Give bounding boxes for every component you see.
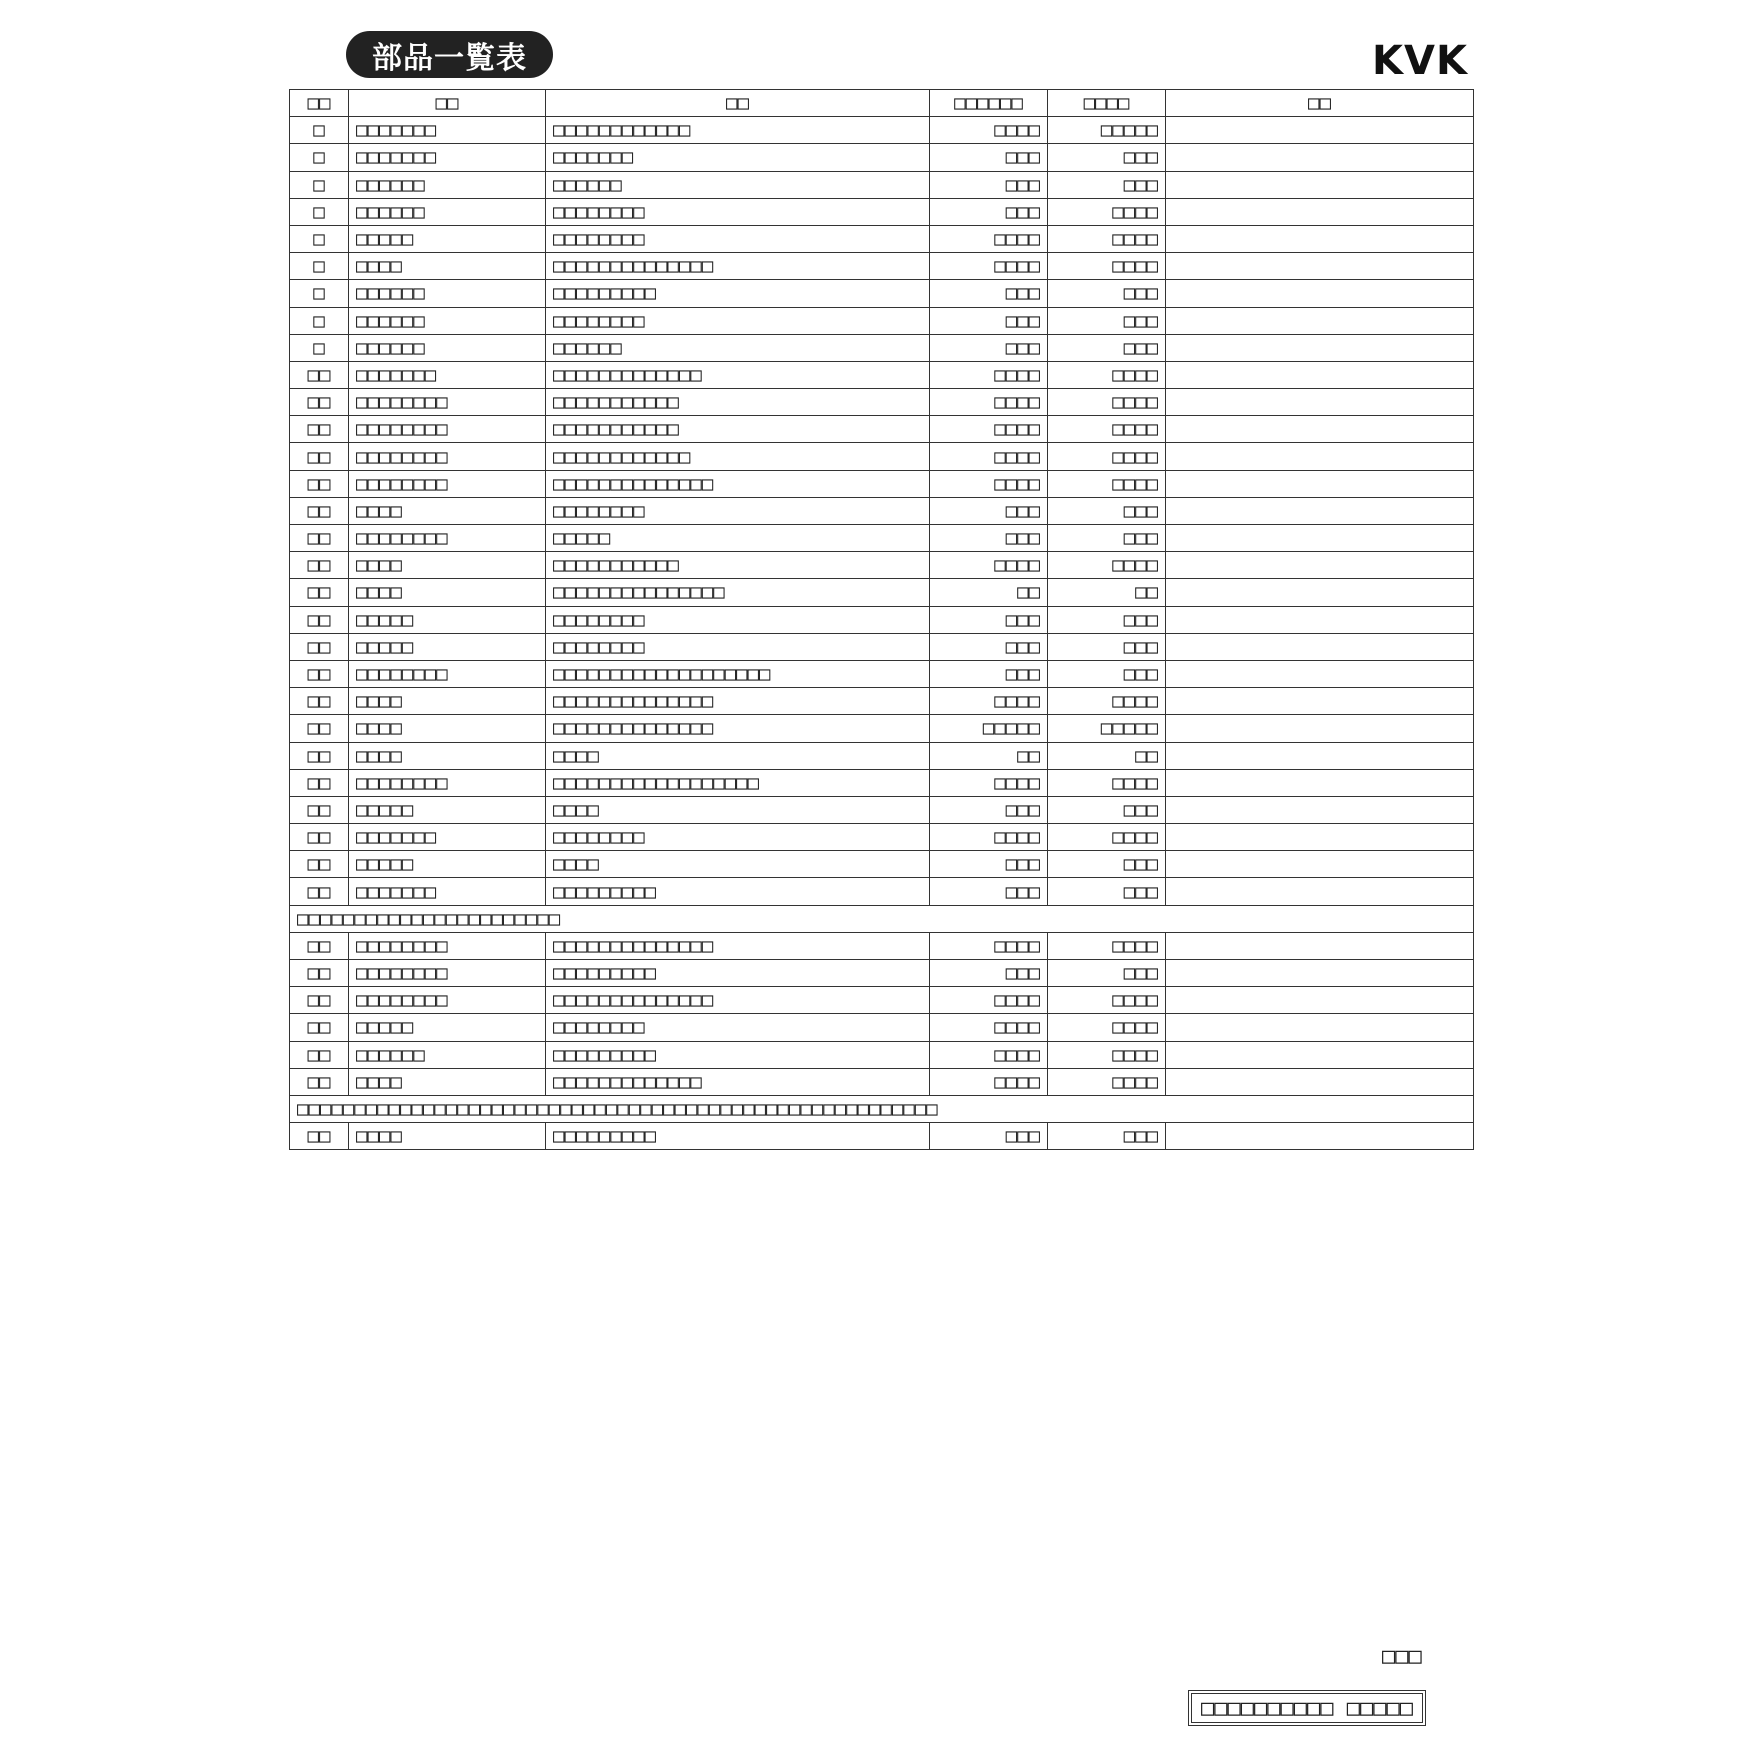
cell-number: □□ <box>290 878 349 905</box>
cell-remarks <box>1166 796 1474 823</box>
cell-remarks <box>1166 878 1474 905</box>
table-row <box>290 1014 1474 1041</box>
cell-part-code: □□□□ <box>349 1123 546 1150</box>
cell-price: □□□ <box>1048 334 1166 361</box>
cell-number: □□ <box>290 796 349 823</box>
cell-price-excl-tax: □□□□ <box>930 443 1048 470</box>
cell-price-excl-tax: □□□□ <box>930 1014 1048 1041</box>
table-row <box>290 606 1474 633</box>
cell-remarks <box>1166 742 1474 769</box>
table-row <box>290 1123 1474 1150</box>
cell-price: □□□□ <box>1048 416 1166 443</box>
cell-number: □□ <box>290 1068 349 1095</box>
cell-price-excl-tax: □□□□ <box>930 688 1048 715</box>
table-row <box>290 416 1474 443</box>
cell-part-name: □□□□□□□□□ <box>546 1041 930 1068</box>
page-title: 部品一覧表 <box>346 31 553 78</box>
cell-price: □□□ <box>1048 633 1166 660</box>
cell-price: □□□ <box>1048 1123 1166 1150</box>
table-header-row <box>290 90 1474 117</box>
cell-price: □□□ <box>1048 660 1166 687</box>
cell-part-code: □□□□□ <box>349 606 546 633</box>
cell-price-excl-tax: □□□ <box>930 606 1048 633</box>
cell-remarks <box>1166 497 1474 524</box>
cell-number: □□ <box>290 552 349 579</box>
cell-price-excl-tax: □□ <box>930 579 1048 606</box>
table-row <box>290 824 1474 851</box>
cell-remarks <box>1166 1068 1474 1095</box>
cell-remarks <box>1166 1014 1474 1041</box>
cell-number: □ <box>290 117 349 144</box>
cell-remarks <box>1166 334 1474 361</box>
cell-part-name: □□□□□□□ <box>546 144 930 171</box>
cell-price-excl-tax: □□□ <box>930 525 1048 552</box>
cell-part-code: □□□□ <box>349 253 546 280</box>
cell-number: □□ <box>290 960 349 987</box>
parts-list-table <box>289 89 1474 1150</box>
cell-number: □□ <box>290 443 349 470</box>
cell-part-name: □□□□□□□□□□□□□□ <box>546 987 930 1014</box>
table-row <box>290 361 1474 388</box>
cell-price-excl-tax: □□□□ <box>930 389 1048 416</box>
cell-part-name: □□□□□□□□ <box>546 225 930 252</box>
cell-number: □□ <box>290 389 349 416</box>
cell-part-name: □□□□□□□□□□□ <box>546 416 930 443</box>
cell-part-code: □□□□□□ <box>349 1041 546 1068</box>
cell-part-name: □□□□□□□□ <box>546 824 930 851</box>
cell-number: □ <box>290 334 349 361</box>
cell-part-code: □□□□□□□ <box>349 144 546 171</box>
cell-part-name: □□□□□□□□□□□□□□□ <box>546 579 930 606</box>
cell-part-code: □□□□□ <box>349 1014 546 1041</box>
cell-price: □□□□ <box>1048 1068 1166 1095</box>
table-row <box>290 742 1474 769</box>
cell-part-name: □□□□□□□□ <box>546 198 930 225</box>
table-row <box>290 688 1474 715</box>
cell-number: □□ <box>290 470 349 497</box>
cell-price-excl-tax: □□□□ <box>930 416 1048 443</box>
cell-number: □□ <box>290 688 349 715</box>
table-row <box>290 525 1474 552</box>
cell-number: □ <box>290 253 349 280</box>
cell-part-name: □□□□□□□□□□□□□ <box>546 361 930 388</box>
cell-part-code: □□□□□□□□ <box>349 987 546 1014</box>
table-row <box>290 633 1474 660</box>
table-row <box>290 932 1474 959</box>
cell-number: □□ <box>290 1014 349 1041</box>
cell-price: □□□ <box>1048 878 1166 905</box>
cell-price: □□□ <box>1048 525 1166 552</box>
table-row <box>290 225 1474 252</box>
table-row <box>290 878 1474 905</box>
cell-remarks <box>1166 606 1474 633</box>
cell-part-name: □□□□□□□□□ <box>546 1123 930 1150</box>
cell-number: □□ <box>290 606 349 633</box>
cell-part-code: □□□□□□ <box>349 171 546 198</box>
cell-remarks <box>1166 443 1474 470</box>
column-header-part-code: □□ <box>349 90 546 117</box>
cell-price-excl-tax: □□□□ <box>930 253 1048 280</box>
cell-price: □□□□ <box>1048 470 1166 497</box>
cell-price: □□□□ <box>1048 225 1166 252</box>
cell-price: □□□□ <box>1048 987 1166 1014</box>
cell-part-name: □□□□□□□□□ <box>546 280 930 307</box>
cell-number: □ <box>290 171 349 198</box>
table-row <box>290 470 1474 497</box>
section-heading: □□□□□□□□□□□□□□□□□□□□□□□ <box>290 905 1474 932</box>
table-section-row <box>290 905 1474 932</box>
section-heading: □□□□□□□□□□□□□□□□□□□□□□□□□□□□□□□□□□□□□□□□□□□□□□□□□□□□□□□□ <box>290 1095 1474 1122</box>
cell-price: □□□ <box>1048 606 1166 633</box>
cell-part-name: □□□□□□□□□ <box>546 878 930 905</box>
cell-part-name: □□□□□□□□□□□ <box>546 552 930 579</box>
cell-price-excl-tax: □□□ <box>930 633 1048 660</box>
cell-remarks <box>1166 225 1474 252</box>
cell-number: □□ <box>290 633 349 660</box>
cell-part-code: □□□□□□□□ <box>349 416 546 443</box>
cell-price: □□□□ <box>1048 552 1166 579</box>
table-row <box>290 443 1474 470</box>
column-header-part-name: □□ <box>546 90 930 117</box>
cell-price: □□□ <box>1048 796 1166 823</box>
cell-price-excl-tax: □□□ <box>930 878 1048 905</box>
cell-price-excl-tax: □□□ <box>930 144 1048 171</box>
cell-remarks <box>1166 280 1474 307</box>
cell-price-excl-tax: □□□□ <box>930 1068 1048 1095</box>
cell-price: □□ <box>1048 742 1166 769</box>
cell-remarks <box>1166 660 1474 687</box>
page-number: □□□ <box>1382 1644 1422 1669</box>
table-row <box>290 171 1474 198</box>
cell-remarks <box>1166 960 1474 987</box>
cell-price-excl-tax: □□□ <box>930 851 1048 878</box>
cell-price: □□□ <box>1048 960 1166 987</box>
document-code-box: □□□□□□□□□□ □□□□□ <box>1188 1690 1426 1726</box>
table-row <box>290 851 1474 878</box>
cell-remarks <box>1166 1123 1474 1150</box>
cell-number: □□ <box>290 525 349 552</box>
cell-part-name: □□□□□□□□□□□□□□□□□□ <box>546 769 930 796</box>
table-row <box>290 960 1474 987</box>
table-row <box>290 579 1474 606</box>
cell-price: □□ <box>1048 579 1166 606</box>
table-row <box>290 253 1474 280</box>
cell-part-name: □□□□□□□□□□□□□ <box>546 1068 930 1095</box>
cell-part-code: □□□□ <box>349 579 546 606</box>
cell-part-code: □□□□□□□□ <box>349 960 546 987</box>
cell-price-excl-tax: □□□□ <box>930 470 1048 497</box>
cell-part-code: □□□□□□ <box>349 198 546 225</box>
cell-remarks <box>1166 307 1474 334</box>
cell-part-name: □□□□□□□□□□□□□□ <box>546 253 930 280</box>
table-row <box>290 769 1474 796</box>
cell-part-code: □□□□□□□□ <box>349 389 546 416</box>
cell-part-name: □□□□□□□□ <box>546 633 930 660</box>
cell-price-excl-tax: □□□□ <box>930 1041 1048 1068</box>
cell-price-excl-tax: □□□ <box>930 307 1048 334</box>
table-row <box>290 796 1474 823</box>
cell-part-code: □□□□ <box>349 688 546 715</box>
cell-part-code: □□□□□□□□ <box>349 932 546 959</box>
cell-part-code: □□□□ <box>349 742 546 769</box>
cell-price-excl-tax: □□□□ <box>930 117 1048 144</box>
cell-number: □ <box>290 225 349 252</box>
cell-part-code: □□□□□□□□ <box>349 525 546 552</box>
cell-number: □□ <box>290 361 349 388</box>
cell-number: □□ <box>290 416 349 443</box>
table-row <box>290 144 1474 171</box>
cell-price-excl-tax: □□□□□ <box>930 715 1048 742</box>
cell-part-name: □□□□□□□□ <box>546 606 930 633</box>
cell-price-excl-tax: □□□ <box>930 334 1048 361</box>
cell-price-excl-tax: □□□□ <box>930 225 1048 252</box>
cell-price-excl-tax: □□□□ <box>930 824 1048 851</box>
cell-price: □□□ <box>1048 497 1166 524</box>
parts-table-body <box>290 117 1474 1150</box>
cell-number: □□ <box>290 824 349 851</box>
cell-price: □□□□ <box>1048 769 1166 796</box>
cell-part-name: □□□□□□ <box>546 171 930 198</box>
cell-price: □□□□ <box>1048 198 1166 225</box>
cell-price-excl-tax: □□□ <box>930 280 1048 307</box>
cell-part-name: □□□□□□□□□□□ <box>546 389 930 416</box>
cell-part-code: □□□□□□□ <box>349 824 546 851</box>
cell-remarks <box>1166 552 1474 579</box>
cell-part-code: □□□□□□ <box>349 334 546 361</box>
cell-price-excl-tax: □□□□ <box>930 361 1048 388</box>
cell-number: □ <box>290 307 349 334</box>
cell-number: □□ <box>290 579 349 606</box>
cell-remarks <box>1166 389 1474 416</box>
cell-price: □□□ <box>1048 851 1166 878</box>
kvk-logo: KVK <box>1372 38 1468 84</box>
cell-remarks <box>1166 715 1474 742</box>
cell-remarks <box>1166 470 1474 497</box>
cell-remarks <box>1166 633 1474 660</box>
cell-part-name: □□□□□□□□ <box>546 1014 930 1041</box>
cell-part-name: □□□□□□□□□□□□ <box>546 117 930 144</box>
cell-price: □□□□ <box>1048 824 1166 851</box>
cell-part-code: □□□□□□□ <box>349 361 546 388</box>
cell-part-name: □□□□ <box>546 851 930 878</box>
cell-part-name: □□□□□□□□□□□□ <box>546 443 930 470</box>
column-header-price: □□□□ <box>1048 90 1166 117</box>
cell-price-excl-tax: □□□ <box>930 497 1048 524</box>
cell-price: □□□ <box>1048 171 1166 198</box>
table-row <box>290 552 1474 579</box>
cell-remarks <box>1166 253 1474 280</box>
cell-part-name: □□□□□□□□ <box>546 497 930 524</box>
cell-remarks <box>1166 416 1474 443</box>
cell-number: □□ <box>290 851 349 878</box>
cell-number: □□ <box>290 742 349 769</box>
cell-price-excl-tax: □□□ <box>930 796 1048 823</box>
cell-price: □□□□ <box>1048 1041 1166 1068</box>
table-row <box>290 117 1474 144</box>
cell-number: □□ <box>290 1041 349 1068</box>
cell-price: □□□□ <box>1048 932 1166 959</box>
column-header-price-excl-tax: □□□□□□ <box>930 90 1048 117</box>
cell-part-code: □□□□□ <box>349 633 546 660</box>
cell-remarks <box>1166 851 1474 878</box>
cell-part-name: □□□□□□□□ <box>546 307 930 334</box>
cell-part-code: □□□□ <box>349 715 546 742</box>
cell-part-code: □□□□□□□ <box>349 117 546 144</box>
cell-part-code: □□□□ <box>349 497 546 524</box>
cell-part-code: □□□□ <box>349 552 546 579</box>
cell-part-name: □□□□□□□□□□□□□□ <box>546 470 930 497</box>
cell-price-excl-tax: □□□ <box>930 660 1048 687</box>
cell-part-code: □□□□□ <box>349 225 546 252</box>
cell-number: □□ <box>290 715 349 742</box>
cell-part-code: □□□□□□ <box>349 280 546 307</box>
cell-remarks <box>1166 117 1474 144</box>
cell-part-code: □□□□□ <box>349 851 546 878</box>
cell-price-excl-tax: □□□□ <box>930 552 1048 579</box>
cell-number: □□ <box>290 932 349 959</box>
cell-remarks <box>1166 688 1474 715</box>
cell-price: □□□□ <box>1048 443 1166 470</box>
cell-part-code: □□□□□□□□ <box>349 443 546 470</box>
cell-remarks <box>1166 144 1474 171</box>
cell-part-name: □□□□□ <box>546 525 930 552</box>
cell-price: □□□□ <box>1048 253 1166 280</box>
cell-part-code: □□□□ <box>349 1068 546 1095</box>
cell-part-name: □□□□□□□□□□□□□□ <box>546 688 930 715</box>
cell-remarks <box>1166 769 1474 796</box>
cell-price-excl-tax: □□□ <box>930 198 1048 225</box>
cell-number: □ <box>290 280 349 307</box>
cell-part-name: □□□□□□□□□□□□□□ <box>546 932 930 959</box>
cell-price: □□□□ <box>1048 361 1166 388</box>
column-header-number: □□ <box>290 90 349 117</box>
table-row <box>290 987 1474 1014</box>
cell-price-excl-tax: □□□ <box>930 171 1048 198</box>
cell-price-excl-tax: □□□□ <box>930 932 1048 959</box>
cell-part-name: □□□□ <box>546 796 930 823</box>
table-section-row <box>290 1095 1474 1122</box>
table-row <box>290 1041 1474 1068</box>
cell-price-excl-tax: □□ <box>930 742 1048 769</box>
cell-part-name: □□□□□□ <box>546 334 930 361</box>
cell-price-excl-tax: □□□ <box>930 1123 1048 1150</box>
cell-price-excl-tax: □□□ <box>930 960 1048 987</box>
cell-part-name: □□□□□□□□□□□□□□ <box>546 715 930 742</box>
cell-remarks <box>1166 1041 1474 1068</box>
table-row <box>290 280 1474 307</box>
cell-part-code: □□□□□□□□ <box>349 769 546 796</box>
cell-remarks <box>1166 198 1474 225</box>
cell-part-code: □□□□□□□ <box>349 878 546 905</box>
table-row <box>290 715 1474 742</box>
cell-remarks <box>1166 525 1474 552</box>
cell-price: □□□□ <box>1048 1014 1166 1041</box>
table-row <box>290 198 1474 225</box>
cell-part-code: □□□□□□□□ <box>349 660 546 687</box>
cell-price: □□□□ <box>1048 389 1166 416</box>
cell-price: □□□□□ <box>1048 715 1166 742</box>
cell-price: □□□ <box>1048 280 1166 307</box>
cell-number: □□ <box>290 1123 349 1150</box>
cell-part-name: □□□□ <box>546 742 930 769</box>
cell-number: □□ <box>290 769 349 796</box>
cell-remarks <box>1166 171 1474 198</box>
cell-part-code: □□□□□ <box>349 796 546 823</box>
table-row <box>290 334 1474 361</box>
cell-number: □ <box>290 198 349 225</box>
cell-remarks <box>1166 361 1474 388</box>
cell-number: □□ <box>290 497 349 524</box>
cell-number: □□ <box>290 660 349 687</box>
table-row <box>290 497 1474 524</box>
cell-part-code: □□□□□□ <box>349 307 546 334</box>
column-header-remarks: □□ <box>1166 90 1474 117</box>
table-row <box>290 660 1474 687</box>
cell-part-name: □□□□□□□□□ <box>546 960 930 987</box>
cell-price: □□□ <box>1048 144 1166 171</box>
cell-price-excl-tax: □□□□ <box>930 769 1048 796</box>
cell-remarks <box>1166 579 1474 606</box>
cell-number: □ <box>290 144 349 171</box>
table-row <box>290 307 1474 334</box>
cell-price: □□□ <box>1048 307 1166 334</box>
table-row <box>290 389 1474 416</box>
cell-price-excl-tax: □□□□ <box>930 987 1048 1014</box>
table-row <box>290 1068 1474 1095</box>
cell-part-name: □□□□□□□□□□□□□□□□□□□ <box>546 660 930 687</box>
cell-number: □□ <box>290 987 349 1014</box>
cell-remarks <box>1166 824 1474 851</box>
cell-price: □□□□ <box>1048 688 1166 715</box>
cell-price: □□□□□ <box>1048 117 1166 144</box>
cell-remarks <box>1166 932 1474 959</box>
cell-part-code: □□□□□□□□ <box>349 470 546 497</box>
cell-remarks <box>1166 987 1474 1014</box>
